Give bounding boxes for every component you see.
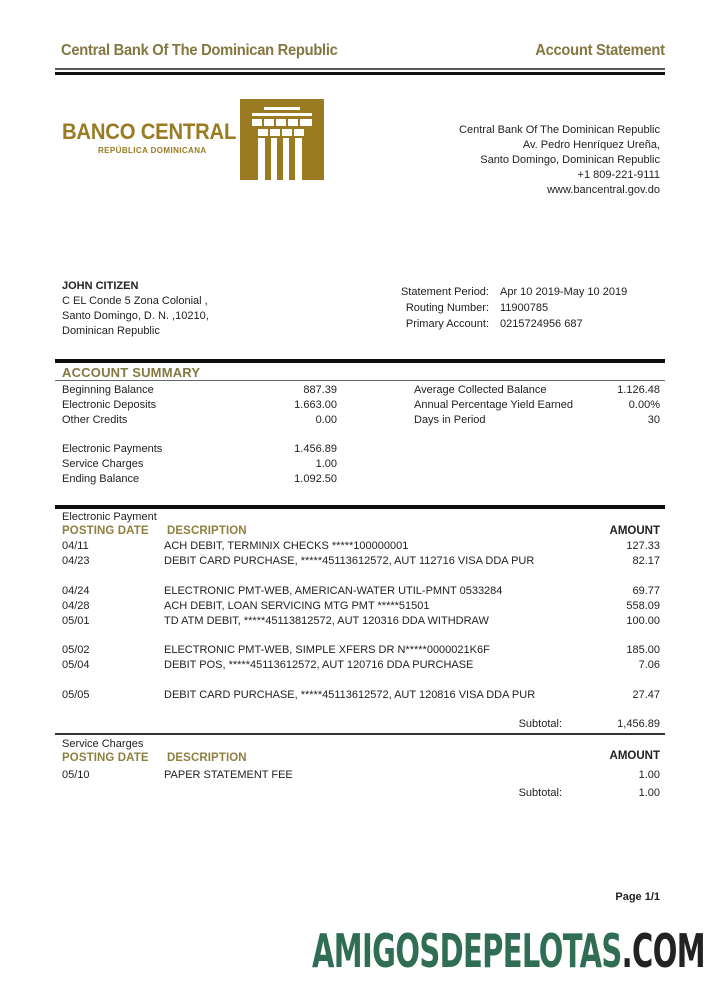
txn-date: 05/04	[62, 659, 90, 671]
subtotal-value: 1.00	[638, 787, 660, 799]
payments-rule-bottom	[55, 733, 665, 735]
customer-address-line1: C EL Conde 5 Zona Colonial ,	[62, 295, 208, 307]
bank-address	[459, 123, 660, 198]
watermark-part2: .COM	[621, 924, 705, 978]
txn-description: DEBIT POS, *****45113612572, AUT 120716 DDA PURCHASE	[164, 659, 474, 671]
txn-amount: 1.00	[638, 769, 660, 781]
service-subtotal	[62, 787, 660, 802]
bank-phone: +1 809-221-9111	[577, 169, 660, 181]
bank-address-line2: Av. Pedro Henríquez Ureña,	[522, 139, 660, 151]
txn-description: TD ATM DEBIT, *****45113812572, AUT 120316 DDA WITHDRAW	[164, 615, 489, 627]
logo-subtitle: REPÚBLICA DOMINICANA	[98, 146, 207, 155]
bank-address-line3: Santo Domingo, Dominican Republic	[480, 154, 660, 166]
summary-label: Other Credits	[62, 414, 128, 426]
summary-left-column	[62, 383, 337, 487]
txn-date: 04/28	[62, 600, 90, 612]
watermark-part1: AMIGOSDEPELOTAS	[312, 924, 622, 978]
column-building-icon	[240, 99, 324, 180]
table-row	[62, 769, 660, 784]
txn-description: PAPER STATEMENT FEE	[164, 769, 293, 781]
header-rule-thick	[55, 72, 665, 75]
txn-amount: 100.00	[626, 615, 660, 627]
customer-name: JOHN CITIZEN	[62, 280, 139, 292]
summary-rule-thin	[55, 380, 665, 381]
customer-address	[62, 279, 209, 339]
txn-amount: 7.06	[638, 659, 660, 671]
txn-description: ACH DEBIT, LOAN SERVICING MTG PMT *****51501	[164, 600, 430, 612]
txn-amount: 27.47	[632, 689, 660, 701]
document-header	[55, 42, 665, 64]
summary-rule-top	[55, 359, 665, 363]
summary-row	[62, 413, 337, 428]
txn-amount: 127.33	[626, 540, 660, 552]
summary-value: 30	[647, 414, 660, 426]
summary-label: Annual Percentage Yield Earned	[414, 399, 574, 411]
service-charges-label: Service Charges	[62, 738, 144, 750]
header-bank-name: Central Bank Of The Dominican Republic	[61, 42, 338, 59]
electronic-payment-label: Electronic Payment	[62, 511, 157, 523]
summary-value: 1.456.89	[294, 443, 337, 455]
subtotal-value: 1,456.89	[617, 718, 660, 730]
summary-value: 1.663.00	[294, 399, 337, 411]
summary-row	[62, 457, 337, 472]
summary-row	[414, 398, 660, 413]
table-row	[62, 644, 660, 659]
logo-name: BANCO CENTRAL	[62, 119, 237, 144]
routing-number-row	[400, 300, 627, 316]
payments-subtotal	[62, 718, 660, 733]
subtotal-label: Subtotal:	[518, 718, 562, 730]
routing-number-value: 11900785	[500, 302, 549, 314]
table-row	[62, 600, 660, 615]
subtotal-label: Subtotal:	[518, 787, 562, 799]
table-row	[62, 555, 660, 570]
col-amount: AMOUNT	[609, 525, 660, 537]
table-row	[62, 615, 660, 630]
bank-address-line1: Central Bank Of The Dominican Republic	[459, 124, 660, 136]
txn-amount: 185.00	[626, 644, 660, 656]
routing-number-label: Routing Number:	[405, 302, 489, 314]
txn-description: ELECTRONIC PMT-WEB, AMERICAN-WATER UTIL-PMNT 0533284	[164, 585, 503, 597]
header-doc-title: Account Statement	[535, 42, 665, 59]
summary-row	[414, 413, 660, 428]
statement-info	[400, 284, 627, 332]
summary-row	[62, 442, 337, 457]
col-posting-date: POSTING DATE	[62, 752, 149, 764]
txn-date: 05/02	[62, 644, 90, 656]
summary-value: 0.00	[315, 414, 337, 426]
summary-label: Days in Period	[414, 414, 486, 426]
txn-date: 05/10	[62, 769, 90, 781]
txn-description: DEBIT CARD PURCHASE, *****45113612572, AUT 120816 VISA DDA PUR	[164, 689, 536, 701]
txn-date: 05/05	[62, 689, 90, 701]
col-description: DESCRIPTION	[167, 525, 247, 537]
txn-date: 04/11	[62, 540, 89, 552]
summary-row	[62, 472, 337, 487]
summary-row	[62, 383, 337, 398]
table-row	[62, 689, 660, 704]
statement-period-label: Statement Period:	[400, 286, 489, 298]
customer-address-line2: Santo Domingo, D. N. ,10210,	[62, 310, 209, 322]
watermark	[312, 924, 705, 978]
summary-value: 1.092.50	[294, 473, 337, 485]
txn-date: 04/23	[62, 555, 90, 567]
primary-account-row	[400, 316, 627, 332]
txn-description: DEBIT CARD PURCHASE, *****45113612572, AUT 112716 VISA DDA PUR	[164, 555, 535, 567]
col-posting-date: POSTING DATE	[62, 525, 149, 537]
txn-description: ELECTRONIC PMT-WEB, SIMPLE XFERS DR N*****0000021K6F	[164, 644, 490, 656]
col-description: DESCRIPTION	[167, 752, 247, 764]
col-amount: AMOUNT	[609, 750, 660, 762]
summary-label: Average Collected Balance	[414, 384, 547, 396]
account-summary-title: ACCOUNT SUMMARY	[62, 365, 201, 380]
statement-period-row	[400, 284, 627, 300]
txn-date: 05/01	[62, 615, 90, 627]
table-row	[62, 659, 660, 674]
table-row	[62, 540, 660, 555]
bank-website[interactable]: www.bancentral.gov.do	[547, 184, 660, 196]
summary-value: 1.00	[315, 458, 337, 470]
summary-label: Electronic Deposits	[62, 399, 157, 411]
table-row	[62, 585, 660, 600]
summary-value: 1.126.48	[617, 384, 660, 396]
summary-label: Service Charges	[62, 458, 144, 470]
summary-label: Electronic Payments	[62, 443, 163, 455]
summary-row	[62, 398, 337, 413]
txn-description: ACH DEBIT, TERMINIX CHECKS *****100000001	[164, 540, 409, 552]
customer-address-line3: Dominican Republic	[62, 325, 160, 337]
txn-amount: 69.77	[632, 585, 660, 597]
txn-date: 04/24	[62, 585, 90, 597]
header-rule-thin	[55, 68, 665, 70]
summary-label: Beginning Balance	[62, 384, 154, 396]
summary-label: Ending Balance	[62, 473, 140, 485]
txn-amount: 558.09	[626, 600, 660, 612]
primary-account-label: Primary Account:	[405, 318, 489, 330]
primary-account-value: 0215724956 687	[500, 318, 583, 330]
summary-row	[414, 383, 660, 398]
bank-logo-text	[62, 119, 251, 155]
statement-period-value: Apr 10 2019-May 10 2019	[500, 286, 628, 298]
page-number: Page 1/1	[615, 891, 660, 903]
summary-value: 887.39	[303, 384, 337, 396]
summary-value: 0.00%	[628, 399, 660, 411]
payments-rule-top	[55, 505, 665, 509]
txn-amount: 82.17	[632, 555, 660, 567]
summary-right-column	[414, 383, 660, 428]
